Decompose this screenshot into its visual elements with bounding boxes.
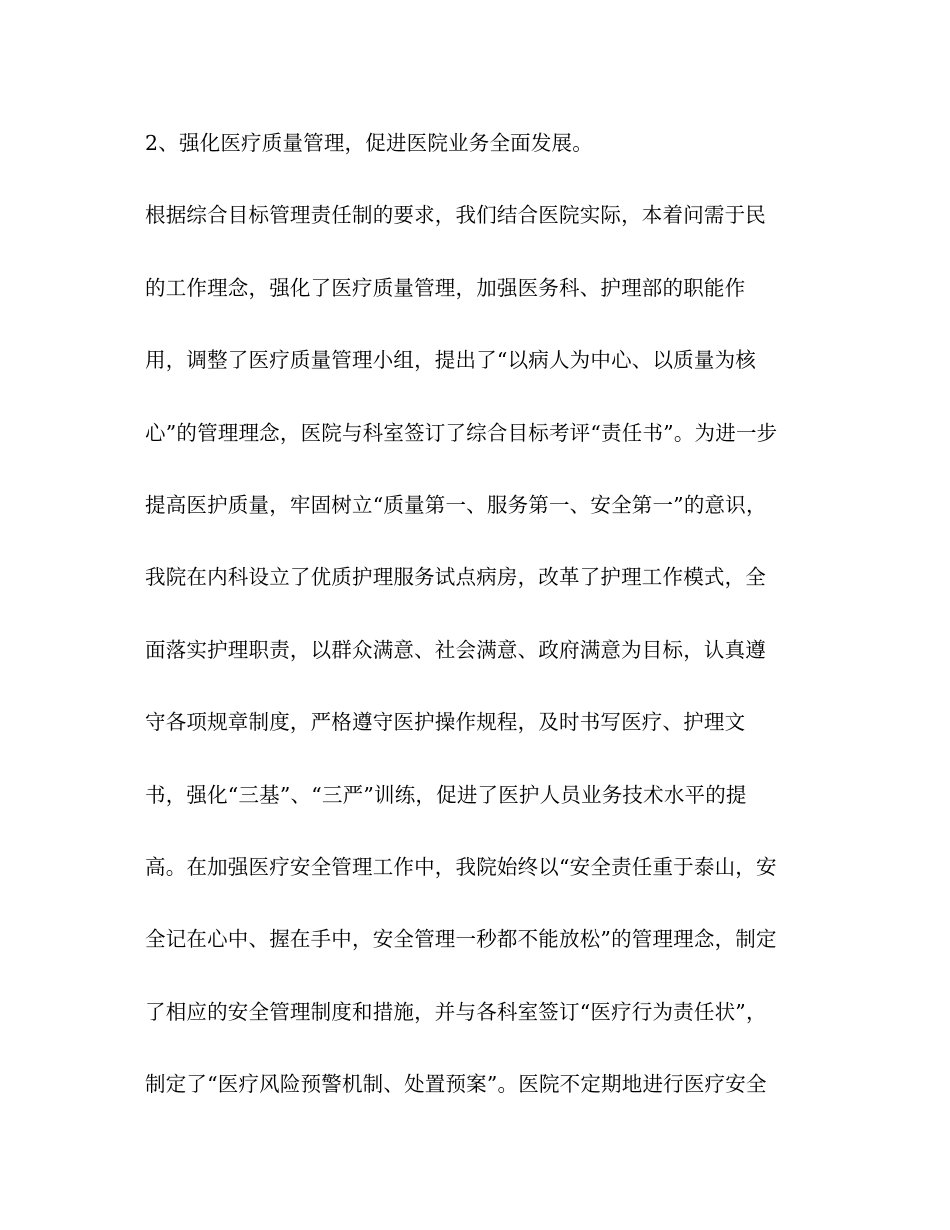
section-heading: 2、强化医疗质量管理，促进医院业务全面发展。 (145, 131, 593, 155)
paragraph-line: 根据综合目标管理责任制的要求，我们结合医院实际，本着问需于民 (145, 203, 766, 228)
paragraph-line: 提高医护质量，牢固树立“质量第一、服务第一、安全第一”的意识， (145, 492, 767, 517)
paragraph-line: 守各项规章制度，严格遵守医护操作规程，及时书写医疗、护理文 (145, 710, 746, 735)
paragraph-line: 心”的管理理念，医院与科室签订了综合目标考评“责任书”。为进一步 (145, 420, 778, 445)
paragraph-line: 制定了“医疗风险预警机制、处置预案”。医院不定期地进行医疗安全 (145, 1072, 767, 1097)
document-body (145, 126, 815, 1139)
paragraph-line: 了相应的安全管理制度和措施，并与各科室签订“医疗行为责任状”， (145, 999, 767, 1024)
paragraph-line: 用，调整了医疗质量管理小组，提出了“以病人为中心、以质量为核 (145, 348, 756, 373)
paragraph-line: 的工作理念，强化了医疗质量管理，加强医务科、护理部的职能作 (145, 275, 746, 300)
paragraph-line: 面落实护理职责，以群众满意、社会满意、政府满意为目标，认真遵 (145, 637, 766, 662)
paragraph-line: 高。在加强医疗安全管理工作中，我院始终以“安全责任重于泰山，安 (145, 854, 777, 879)
paragraph-line: 全记在心中、握在手中，安全管理一秒都不能放松”的管理理念，制定 (145, 927, 777, 952)
paragraph-line: 书，强化“三基”、“三严”训练，促进了医护人员业务技术水平的提 (145, 782, 747, 807)
paragraph-line: 我院在内科设立了优质护理服务试点病房，改革了护理工作模式，全 (145, 565, 766, 590)
